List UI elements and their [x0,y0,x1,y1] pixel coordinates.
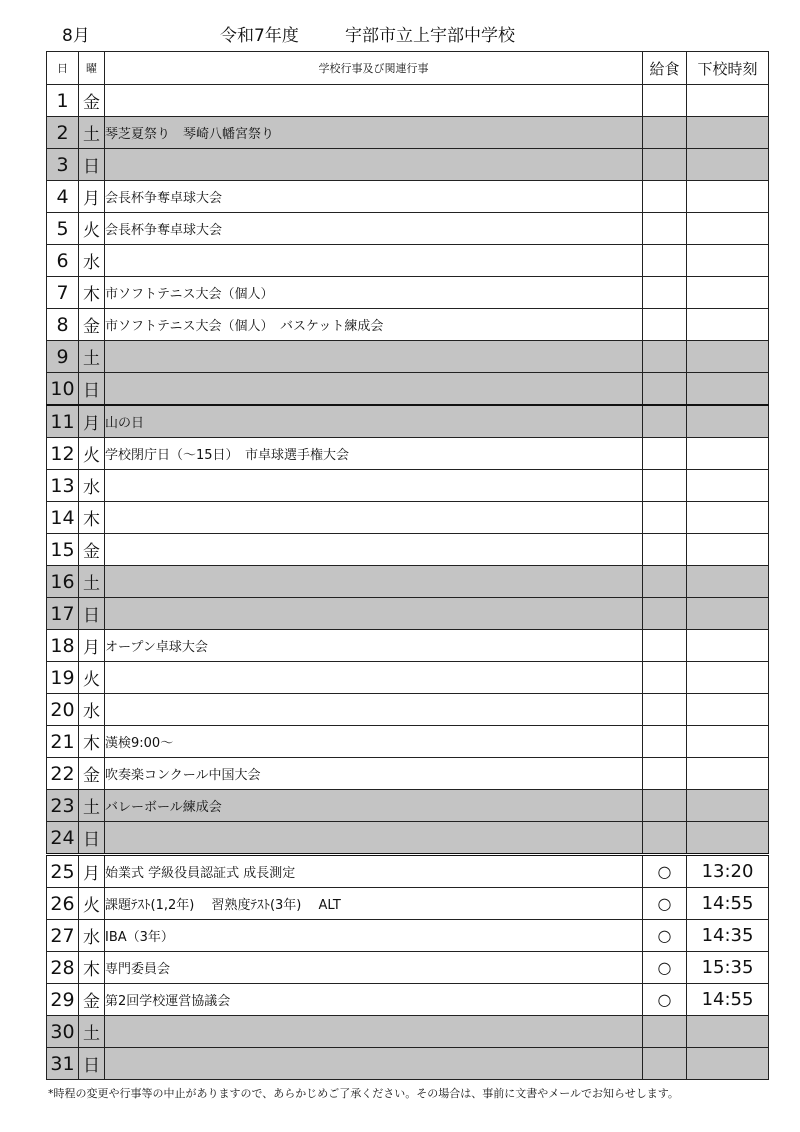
lunch-cell [643,758,687,790]
table-row [47,888,769,920]
table-row [47,822,769,855]
weekday-cell: 火 [79,888,105,920]
lunch-cell [643,630,687,662]
column-header-dismissal-time: 下校時刻 [687,52,769,85]
dismissal-time-cell [687,598,769,630]
event-cell: オープン卓球大会 [105,630,643,662]
table-row [47,984,769,1016]
table-row [47,438,769,470]
day-cell: 31 [47,1048,79,1080]
dismissal-time-cell: 14:55 [687,984,769,1016]
table-row [47,790,769,822]
table-row [47,470,769,502]
weekday-cell: 金 [79,85,105,117]
table-row [47,758,769,790]
event-cell [105,694,643,726]
lunch-cell: ○ [643,920,687,952]
weekday-cell: 月 [79,405,105,438]
event-cell [105,1048,643,1080]
table-row [47,662,769,694]
footnote: *時程の変更や行事等の中止がありますので、あらかじめご了承ください。その場合は、事前に文書やメールでお知らせします。 [48,1087,679,1100]
day-cell: 25 [47,855,79,888]
day-cell: 30 [47,1016,79,1048]
day-cell: 23 [47,790,79,822]
dismissal-time-cell [687,341,769,373]
day-cell: 6 [47,245,79,277]
day-cell: 2 [47,117,79,149]
dismissal-time-cell [687,1048,769,1080]
column-header-day: 日 [47,52,79,85]
weekday-cell: 月 [79,855,105,888]
table-row [47,566,769,598]
event-cell [105,598,643,630]
lunch-cell [643,373,687,406]
table-row [47,630,769,662]
dismissal-time-cell [687,726,769,758]
weekday-cell: 木 [79,502,105,534]
table-row [47,277,769,309]
day-cell: 21 [47,726,79,758]
lunch-cell: ○ [643,888,687,920]
day-cell: 20 [47,694,79,726]
day-cell: 8 [47,309,79,341]
event-cell [105,245,643,277]
table-row [47,855,769,888]
event-cell [105,534,643,566]
event-cell: 始業式 学級役員認証式 成長測定 [105,855,643,888]
event-cell: 市ソフトテニス大会（個人） バスケット練成会 [105,309,643,341]
dismissal-time-cell [687,790,769,822]
table-row [47,726,769,758]
event-cell [105,85,643,117]
dismissal-time-cell [687,662,769,694]
event-cell: 専門委員会 [105,952,643,984]
event-cell: 吹奏楽コンクール中国大会 [105,758,643,790]
dismissal-time-cell: 13:20 [687,855,769,888]
table-row [47,920,769,952]
weekday-cell: 金 [79,309,105,341]
weekday-cell: 日 [79,822,105,855]
column-header-weekday: 曜 [79,52,105,85]
weekday-cell: 土 [79,790,105,822]
era-label: 令和7年度 [220,26,299,46]
event-cell: 課題ﾃｽﾄ(1,2年) 習熟度ﾃｽﾄ(3年) ALT [105,888,643,920]
lunch-cell [643,1016,687,1048]
lunch-cell [643,341,687,373]
weekday-cell: 土 [79,117,105,149]
day-cell: 3 [47,149,79,181]
dismissal-time-cell [687,309,769,341]
dismissal-time-cell [687,438,769,470]
dismissal-time-cell [687,822,769,855]
day-cell: 4 [47,181,79,213]
day-cell: 7 [47,277,79,309]
lunch-cell [643,213,687,245]
day-cell: 14 [47,502,79,534]
event-cell: 会長杯争奪卓球大会 [105,213,643,245]
dismissal-time-cell: 14:35 [687,920,769,952]
dismissal-time-cell [687,181,769,213]
event-cell: 山の日 [105,405,643,438]
lunch-cell [643,502,687,534]
month-label: 8月 [62,26,90,46]
event-cell: 琴芝夏祭り 琴崎八幡宮祭り [105,117,643,149]
lunch-cell [643,438,687,470]
weekday-cell: 金 [79,984,105,1016]
day-cell: 15 [47,534,79,566]
lunch-cell [643,726,687,758]
weekday-cell: 火 [79,438,105,470]
event-cell [105,502,643,534]
column-header-events: 学校行事及び関連行事 [105,52,643,85]
table-row [47,245,769,277]
day-cell: 29 [47,984,79,1016]
lunch-cell [643,309,687,341]
dismissal-time-cell: 14:55 [687,888,769,920]
event-cell: 学校閉庁日（～15日） 市卓球選手権大会 [105,438,643,470]
dismissal-time-cell [687,502,769,534]
event-cell: バレーボール練成会 [105,790,643,822]
dismissal-time-cell [687,758,769,790]
lunch-cell [643,149,687,181]
event-cell [105,149,643,181]
weekday-cell: 火 [79,662,105,694]
lunch-cell: ○ [643,855,687,888]
weekday-cell: 水 [79,920,105,952]
dismissal-time-cell [687,566,769,598]
table-row [47,149,769,181]
weekday-cell: 土 [79,1016,105,1048]
weekday-cell: 金 [79,534,105,566]
dismissal-time-cell [687,534,769,566]
dismissal-time-cell [687,213,769,245]
day-cell: 26 [47,888,79,920]
table-row [47,534,769,566]
event-cell: IBA（3年） [105,920,643,952]
day-cell: 24 [47,822,79,855]
table-row [47,309,769,341]
table-row [47,181,769,213]
dismissal-time-cell [687,1016,769,1048]
table-row [47,341,769,373]
dismissal-time-cell [687,694,769,726]
day-cell: 10 [47,373,79,406]
weekday-cell: 火 [79,213,105,245]
lunch-cell [643,790,687,822]
day-cell: 19 [47,662,79,694]
weekday-cell: 土 [79,341,105,373]
weekday-cell: 日 [79,373,105,406]
lunch-cell: ○ [643,984,687,1016]
lunch-cell [643,662,687,694]
day-cell: 1 [47,85,79,117]
lunch-cell [643,694,687,726]
dismissal-time-cell [687,117,769,149]
day-cell: 13 [47,470,79,502]
event-cell [105,662,643,694]
event-cell: 会長杯争奪卓球大会 [105,181,643,213]
weekday-cell: 日 [79,1048,105,1080]
table-row [47,373,769,406]
table-row [47,1016,769,1048]
lunch-cell: ○ [643,952,687,984]
weekday-cell: 日 [79,598,105,630]
event-cell [105,341,643,373]
day-cell: 12 [47,438,79,470]
table-row [47,1048,769,1080]
day-cell: 27 [47,920,79,952]
event-cell [105,1016,643,1048]
school-name: 宇部市立上宇部中学校 [345,26,515,46]
dismissal-time-cell [687,149,769,181]
column-header-lunch: 給食 [643,52,687,85]
event-cell [105,822,643,855]
event-cell [105,373,643,406]
weekday-cell: 月 [79,630,105,662]
table-row [47,405,769,438]
event-cell [105,566,643,598]
dismissal-time-cell [687,470,769,502]
event-cell: 第2回学校運営協議会 [105,984,643,1016]
dismissal-time-cell [687,245,769,277]
lunch-cell [643,598,687,630]
dismissal-time-cell [687,405,769,438]
weekday-cell: 金 [79,758,105,790]
event-cell: 漢検9:00～ [105,726,643,758]
lunch-cell [643,470,687,502]
weekday-cell: 日 [79,149,105,181]
day-cell: 5 [47,213,79,245]
day-cell: 22 [47,758,79,790]
lunch-cell [643,117,687,149]
lunch-cell [643,181,687,213]
table-row [47,502,769,534]
lunch-cell [643,245,687,277]
weekday-cell: 水 [79,245,105,277]
day-cell: 18 [47,630,79,662]
day-cell: 17 [47,598,79,630]
day-cell: 28 [47,952,79,984]
lunch-cell [643,534,687,566]
weekday-cell: 木 [79,726,105,758]
lunch-cell [643,566,687,598]
dismissal-time-cell [687,373,769,406]
event-cell: 市ソフトテニス大会（個人） [105,277,643,309]
dismissal-time-cell: 15:35 [687,952,769,984]
day-cell: 9 [47,341,79,373]
lunch-cell [643,85,687,117]
schedule-table [46,51,769,1080]
event-cell [105,470,643,502]
table-row [47,117,769,149]
dismissal-time-cell [687,630,769,662]
table-row [47,85,769,117]
table-row [47,213,769,245]
dismissal-time-cell [687,277,769,309]
lunch-cell [643,405,687,438]
day-cell: 16 [47,566,79,598]
lunch-cell [643,822,687,855]
table-header-row [47,52,769,85]
weekday-cell: 水 [79,470,105,502]
lunch-cell [643,277,687,309]
day-cell: 11 [47,405,79,438]
weekday-cell: 木 [79,277,105,309]
table-row [47,952,769,984]
weekday-cell: 月 [79,181,105,213]
table-row [47,598,769,630]
weekday-cell: 土 [79,566,105,598]
table-row [47,694,769,726]
dismissal-time-cell [687,85,769,117]
weekday-cell: 水 [79,694,105,726]
lunch-cell [643,1048,687,1080]
weekday-cell: 木 [79,952,105,984]
